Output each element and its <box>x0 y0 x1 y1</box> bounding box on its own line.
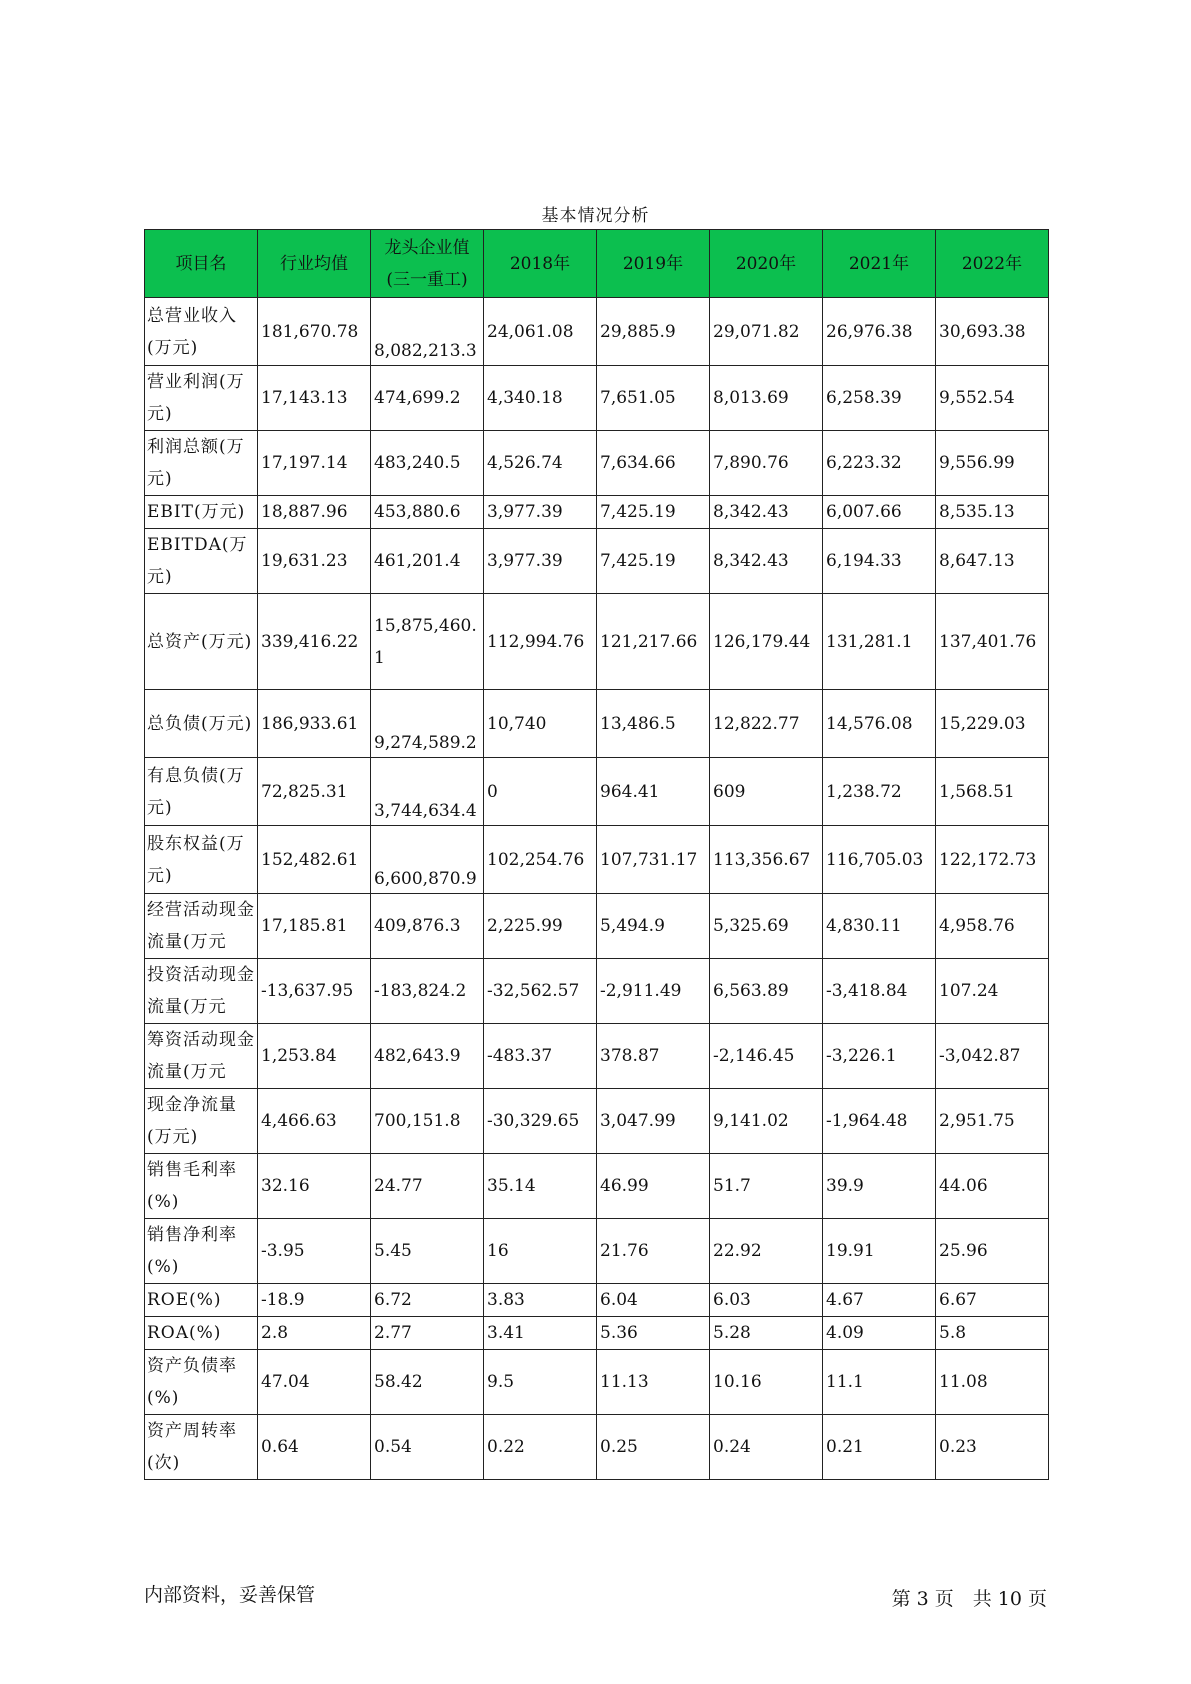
table-row <box>145 959 1049 1024</box>
table-cell: 15,875,460.1 <box>371 594 484 690</box>
table-cell: 126,179.44 <box>710 594 823 690</box>
table-cell: 18,887.96 <box>258 496 371 529</box>
table-cell: 24.77 <box>371 1154 484 1219</box>
table-cell: 8,535.13 <box>936 496 1049 529</box>
table-cell: 107,731.17 <box>597 826 710 894</box>
table-cell: 22.92 <box>710 1219 823 1284</box>
header-item-name: 项目名 <box>145 230 258 298</box>
table-row <box>145 594 1049 690</box>
row-label: 总营业收入(万元) <box>145 298 258 366</box>
row-label: EBITDA(万元) <box>145 529 258 594</box>
header-2021: 2021年 <box>823 230 936 298</box>
table-cell: -3.95 <box>258 1219 371 1284</box>
table-cell: 5.8 <box>936 1317 1049 1350</box>
table-row <box>145 1317 1049 1350</box>
table-cell: 2,225.99 <box>484 894 597 959</box>
table-cell: 4.09 <box>823 1317 936 1350</box>
table-row <box>145 690 1049 758</box>
table-cell: 6.67 <box>936 1284 1049 1317</box>
table-cell: 29,071.82 <box>710 298 823 366</box>
table-cell: 8,342.43 <box>710 529 823 594</box>
table-cell: 4,830.11 <box>823 894 936 959</box>
table-cell: 7,651.05 <box>597 366 710 431</box>
table-cell: 3,047.99 <box>597 1089 710 1154</box>
table-cell: 11.13 <box>597 1350 710 1415</box>
table-cell: 474,699.2 <box>371 366 484 431</box>
table-cell: 3,744,634.4 <box>371 758 484 826</box>
header-2019: 2019年 <box>597 230 710 298</box>
table-cell: 11.1 <box>823 1350 936 1415</box>
header-2022: 2022年 <box>936 230 1049 298</box>
table-cell: 6.72 <box>371 1284 484 1317</box>
table-cell: 6,007.66 <box>823 496 936 529</box>
table-cell: 5.45 <box>371 1219 484 1284</box>
table-cell: 0 <box>484 758 597 826</box>
table-cell: 378.87 <box>597 1024 710 1089</box>
table-cell: 47.04 <box>258 1350 371 1415</box>
table-cell: 9,556.99 <box>936 431 1049 496</box>
footer-confidential: 内部资料，妥善保管 <box>144 1584 316 1606</box>
table-cell: 6,194.33 <box>823 529 936 594</box>
table-cell: 5,325.69 <box>710 894 823 959</box>
table-cell: 964.41 <box>597 758 710 826</box>
table-cell: 116,705.03 <box>823 826 936 894</box>
table-cell: 19.91 <box>823 1219 936 1284</box>
analysis-table <box>144 229 1049 1480</box>
table-cell: 6,223.32 <box>823 431 936 496</box>
table-cell: 46.99 <box>597 1154 710 1219</box>
table-cell: 35.14 <box>484 1154 597 1219</box>
table-cell: 137,401.76 <box>936 594 1049 690</box>
row-label: 销售净利率(%) <box>145 1219 258 1284</box>
table-row <box>145 1284 1049 1317</box>
table-cell: 2.8 <box>258 1317 371 1350</box>
table-cell: 2,951.75 <box>936 1089 1049 1154</box>
row-label: 有息负债(万元) <box>145 758 258 826</box>
table-cell: 17,143.13 <box>258 366 371 431</box>
table-cell: 181,670.78 <box>258 298 371 366</box>
table-cell: -13,637.95 <box>258 959 371 1024</box>
table-cell: 5,494.9 <box>597 894 710 959</box>
table-cell: 13,486.5 <box>597 690 710 758</box>
table-cell: 0.64 <box>258 1415 371 1480</box>
table-cell: 26,976.38 <box>823 298 936 366</box>
table-cell: 1,238.72 <box>823 758 936 826</box>
row-label: 投资活动现金流量(万元 <box>145 959 258 1024</box>
table-cell: 7,425.19 <box>597 529 710 594</box>
table-cell: -18.9 <box>258 1284 371 1317</box>
table-cell: 122,172.73 <box>936 826 1049 894</box>
table-title: 基本情况分析 <box>541 206 650 226</box>
table-cell: 6,563.89 <box>710 959 823 1024</box>
table-row <box>145 1415 1049 1480</box>
table-row <box>145 298 1049 366</box>
table-cell: -3,418.84 <box>823 959 936 1024</box>
table-cell: 16 <box>484 1219 597 1284</box>
table-cell: -1,964.48 <box>823 1089 936 1154</box>
table-cell: 58.42 <box>371 1350 484 1415</box>
table-cell: 7,634.66 <box>597 431 710 496</box>
table-cell: 700,151.8 <box>371 1089 484 1154</box>
header-industry-avg: 行业均值 <box>258 230 371 298</box>
row-label: 总资产(万元) <box>145 594 258 690</box>
row-label: 筹资活动现金流量(万元 <box>145 1024 258 1089</box>
table-cell: 4,340.18 <box>484 366 597 431</box>
row-label: 现金净流量(万元) <box>145 1089 258 1154</box>
table-cell: 113,356.67 <box>710 826 823 894</box>
table-cell: 72,825.31 <box>258 758 371 826</box>
table-cell: 7,425.19 <box>597 496 710 529</box>
table-cell: 2.77 <box>371 1317 484 1350</box>
table-cell: 10.16 <box>710 1350 823 1415</box>
table-cell: 4.67 <box>823 1284 936 1317</box>
table-cell: 25.96 <box>936 1219 1049 1284</box>
row-label: 经营活动现金流量(万元 <box>145 894 258 959</box>
table-cell: 3.83 <box>484 1284 597 1317</box>
table-cell: 17,197.14 <box>258 431 371 496</box>
table-cell: 32.16 <box>258 1154 371 1219</box>
table-cell: 5.36 <box>597 1317 710 1350</box>
table-cell: 3.41 <box>484 1317 597 1350</box>
row-label: 销售毛利率(%) <box>145 1154 258 1219</box>
row-label: 总负债(万元) <box>145 690 258 758</box>
table-cell: -183,824.2 <box>371 959 484 1024</box>
row-label: 股东权益(万元) <box>145 826 258 894</box>
table-row <box>145 1154 1049 1219</box>
row-label: EBIT(万元) <box>145 496 258 529</box>
table-cell: 482,643.9 <box>371 1024 484 1089</box>
table-cell: 29,885.9 <box>597 298 710 366</box>
table-row <box>145 758 1049 826</box>
table-cell: 186,933.61 <box>258 690 371 758</box>
table-row <box>145 366 1049 431</box>
table-header-row <box>145 230 1049 298</box>
table-cell: 9,141.02 <box>710 1089 823 1154</box>
row-label: ROA(%) <box>145 1317 258 1350</box>
table-cell: 0.22 <box>484 1415 597 1480</box>
table-cell: 107.24 <box>936 959 1049 1024</box>
table-cell: 9,552.54 <box>936 366 1049 431</box>
table-cell: 19,631.23 <box>258 529 371 594</box>
table-cell: 44.06 <box>936 1154 1049 1219</box>
table-cell: -2,911.49 <box>597 959 710 1024</box>
table-cell: -3,042.87 <box>936 1024 1049 1089</box>
table-cell: 1,568.51 <box>936 758 1049 826</box>
table-cell: 9,274,589.2 <box>371 690 484 758</box>
table-cell: 121,217.66 <box>597 594 710 690</box>
table-cell: 6,258.39 <box>823 366 936 431</box>
table-cell: 461,201.4 <box>371 529 484 594</box>
table-cell: 0.54 <box>371 1415 484 1480</box>
table-cell: 8,342.43 <box>710 496 823 529</box>
table-cell: 453,880.6 <box>371 496 484 529</box>
table-cell: -30,329.65 <box>484 1089 597 1154</box>
table-row <box>145 529 1049 594</box>
header-leader-value: 龙头企业值(三一重工) <box>371 230 484 298</box>
table-cell: 4,466.63 <box>258 1089 371 1154</box>
table-cell: 609 <box>710 758 823 826</box>
table-cell: 21.76 <box>597 1219 710 1284</box>
table-cell: 6,600,870.9 <box>371 826 484 894</box>
table-cell: 10,740 <box>484 690 597 758</box>
table-cell: 1,253.84 <box>258 1024 371 1089</box>
table-cell: 9.5 <box>484 1350 597 1415</box>
table-row <box>145 1024 1049 1089</box>
table-row <box>145 1219 1049 1284</box>
table-cell: 112,994.76 <box>484 594 597 690</box>
table-cell: 11.08 <box>936 1350 1049 1415</box>
table-cell: 51.7 <box>710 1154 823 1219</box>
table-row <box>145 894 1049 959</box>
table-cell: 15,229.03 <box>936 690 1049 758</box>
table-cell: 39.9 <box>823 1154 936 1219</box>
table-cell: 0.21 <box>823 1415 936 1480</box>
row-label: 营业利润(万元) <box>145 366 258 431</box>
table-cell: -483.37 <box>484 1024 597 1089</box>
table-cell: 17,185.81 <box>258 894 371 959</box>
table-cell: 12,822.77 <box>710 690 823 758</box>
table-cell: 3,977.39 <box>484 496 597 529</box>
table-cell: 409,876.3 <box>371 894 484 959</box>
table-cell: 152,482.61 <box>258 826 371 894</box>
table-cell: 24,061.08 <box>484 298 597 366</box>
table-cell: 0.25 <box>597 1415 710 1480</box>
row-label: ROE(%) <box>145 1284 258 1317</box>
table-cell: -32,562.57 <box>484 959 597 1024</box>
table-cell: -3,226.1 <box>823 1024 936 1089</box>
row-label: 资产周转率(次) <box>145 1415 258 1480</box>
table-cell: 6.03 <box>710 1284 823 1317</box>
table-cell: 0.23 <box>936 1415 1049 1480</box>
table-cell: 4,526.74 <box>484 431 597 496</box>
row-label: 利润总额(万元) <box>145 431 258 496</box>
table-cell: 8,647.13 <box>936 529 1049 594</box>
table-cell: 102,254.76 <box>484 826 597 894</box>
table-cell: 3,977.39 <box>484 529 597 594</box>
table-row <box>145 431 1049 496</box>
table-cell: 131,281.1 <box>823 594 936 690</box>
table-cell: 8,013.69 <box>710 366 823 431</box>
table-cell: 6.04 <box>597 1284 710 1317</box>
footer-page-number: 第 3 页 共 10 页 <box>891 1588 1047 1610</box>
table-cell: 30,693.38 <box>936 298 1049 366</box>
table-cell: 4,958.76 <box>936 894 1049 959</box>
table-cell: 8,082,213.3 <box>371 298 484 366</box>
table-cell: 0.24 <box>710 1415 823 1480</box>
header-2018: 2018年 <box>484 230 597 298</box>
header-2020: 2020年 <box>710 230 823 298</box>
table-row <box>145 1089 1049 1154</box>
table-row <box>145 496 1049 529</box>
table-cell: 483,240.5 <box>371 431 484 496</box>
table-row <box>145 1350 1049 1415</box>
table-cell: -2,146.45 <box>710 1024 823 1089</box>
table-cell: 339,416.22 <box>258 594 371 690</box>
table-row <box>145 826 1049 894</box>
table-cell: 14,576.08 <box>823 690 936 758</box>
row-label: 资产负债率(%) <box>145 1350 258 1415</box>
table-cell: 5.28 <box>710 1317 823 1350</box>
table-cell: 7,890.76 <box>710 431 823 496</box>
